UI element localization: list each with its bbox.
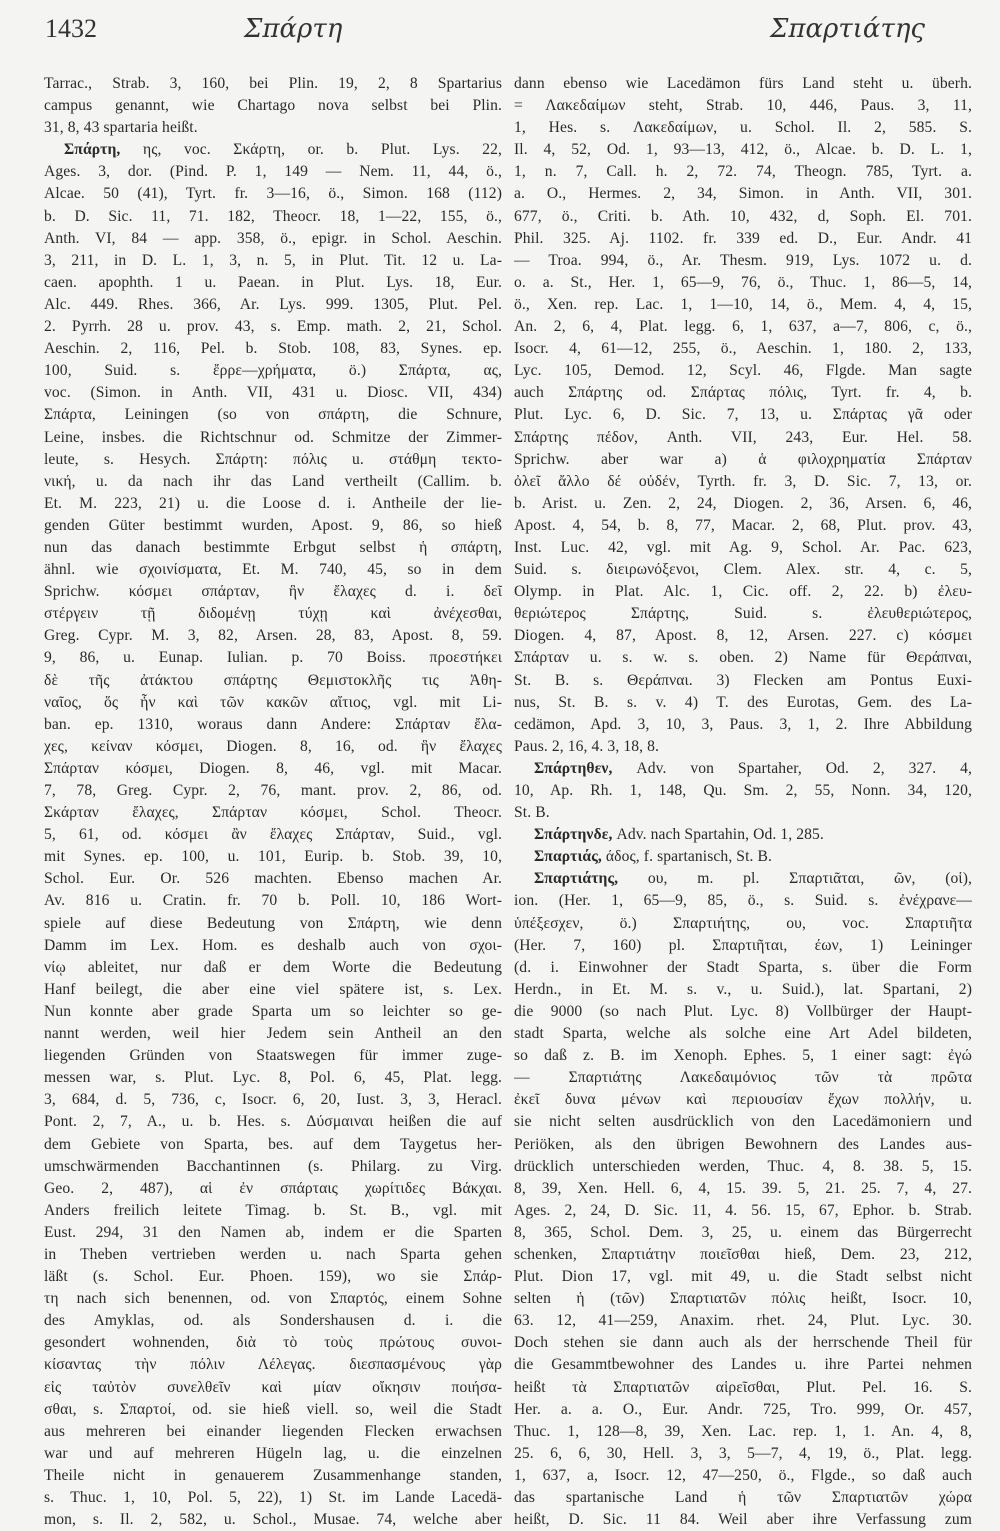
- line-text: Lyc. 105, Demod. 12, Scyl. 46, Flgde. Man sagte: [514, 362, 972, 380]
- text-line: [514, 603, 972, 625]
- text-line: [514, 471, 972, 493]
- text-line: [514, 913, 972, 935]
- left-column: [44, 73, 502, 1531]
- text-line: [44, 95, 502, 117]
- text-line: [44, 471, 502, 493]
- entry-lemma: Σπάρτη,: [64, 141, 121, 159]
- text-line: [514, 294, 972, 316]
- line-text: 63. 12, 41—259, Anaxim. rhet. 24, Plut. Lyc. 30.: [514, 1312, 972, 1330]
- line-text: ban. ep. 1310, woraus dann Andere: Σπάρταν ἔλα-: [44, 715, 502, 733]
- line-text: άδος, f. spartanisch, St. B.: [601, 848, 773, 866]
- line-text: Periöken, als den übrigen Bewohnern des Landes aus-: [514, 1135, 972, 1153]
- line-text: nus, St. B. s. v. 4) T. des Eurotas, Gem. des La-: [514, 693, 972, 711]
- text-line: [514, 1332, 972, 1354]
- line-text: Tarrac., Strab. 3, 160, bei Plin. 19, 2, 8 Spartarius: [44, 75, 502, 92]
- text-line: [44, 1266, 502, 1288]
- text-line: [44, 868, 502, 890]
- line-text: Hanf beilegt, die aber eine viel spätere ist, s. Lex.: [44, 980, 502, 998]
- text-line: [44, 250, 502, 272]
- line-text: schenken, Σπαρτιάτην ποιεῖσθαι hieß, Dem. 23, 212,: [514, 1245, 972, 1263]
- text-line: [44, 1089, 502, 1111]
- line-text: St. B.: [514, 804, 550, 822]
- line-text: An. 2, 6, 4, Plat. legg. 6, 1, 637, a—7, 806, c, ö.,: [514, 318, 972, 336]
- entry-headword-line: [44, 139, 502, 161]
- text-line: [44, 1045, 502, 1067]
- text-line: [44, 736, 502, 758]
- text-line: [44, 979, 502, 1001]
- line-text: in Theben vertrieben werden u. nach Sparta gehen: [44, 1245, 502, 1263]
- text-line: [44, 1244, 502, 1266]
- text-line: [44, 1509, 502, 1531]
- text-line: [44, 714, 502, 736]
- text-line: [514, 1067, 972, 1089]
- text-line: [44, 559, 502, 581]
- text-line: [44, 183, 502, 205]
- text-line: [44, 692, 502, 714]
- line-text: 31, 8, 43 spartaria heißt.: [44, 119, 198, 137]
- line-text: nannt werden, weil hier Jedem sein Antheil an den: [44, 1025, 502, 1043]
- line-text: 3, 684, d. 5, 736, c, Isocr. 6, 20, Iust. 3, 3, Heracl.: [44, 1091, 502, 1109]
- line-text: εἰς ταὐτὸν συνελθεῖν καὶ μίαν οἴκησιν ποιήσα-: [44, 1378, 502, 1396]
- line-text: cedämon, Apd. 3, 10, 3, Paus. 3, 1, 2. Ihre Abbildung: [514, 715, 972, 733]
- text-line: [514, 581, 972, 603]
- line-text: Anders freilich leitete Timag. b. St. B., vgl. mit: [44, 1201, 502, 1219]
- text-line: [44, 1377, 502, 1399]
- text-line: [514, 1200, 972, 1222]
- text-line: [514, 559, 972, 581]
- line-text: 677, ö., Criti. b. Ath. 10, 432, d, Soph. El. 701.: [514, 207, 972, 225]
- line-text: Σκάρταν ἔλαχες, Σπάρταν κόσμει, Schol. Theocr.: [44, 804, 502, 822]
- text-line: [44, 957, 502, 979]
- text-line: [44, 1001, 502, 1023]
- line-text: 8, 365, Schol. Dem. 3, 25, u. einem das Bürgerrecht: [514, 1223, 972, 1241]
- text-line: [514, 382, 972, 404]
- line-text: Geo. 2, 487), αἱ ἐν σπάρταις χωρίτιδες Βάκχαι.: [44, 1179, 502, 1197]
- text-line: [514, 979, 972, 1001]
- line-text: Σπάρτης πέδον, Anth. VII, 243, Eur. Hel. 58.: [514, 428, 972, 446]
- text-line: [44, 1421, 502, 1443]
- line-text: Olymp. in Plat. Alc. 1, Cic. off. 2, 22. b) ἐλευ-: [514, 583, 972, 601]
- line-text: auch Σπάρτης od. Σπάρτας πόλις, Tyrt. fr. 4, b.: [514, 384, 972, 402]
- text-line: [44, 1156, 502, 1178]
- text-line: [514, 493, 972, 515]
- text-line: [514, 316, 972, 338]
- line-text: 9, 86, u. Eunap. Iulian. p. 70 Boiss. προεστήκει: [44, 649, 502, 667]
- text-line: [514, 139, 972, 161]
- text-line: [514, 1487, 972, 1509]
- line-text: Sprichw. aber war a) ἁ φιλοχρηματία Σπάρταν: [514, 450, 972, 468]
- text-line: [514, 427, 972, 449]
- line-text: Pont. 2, 7, A., u. b. Hes. s. Δύσμαιναι heißen die auf: [44, 1113, 502, 1131]
- line-text: 7, 78, Greg. Cypr. 2, 76, mant. prov. 2, 86, od.: [44, 782, 502, 799]
- entry-lemma: Σπαρτιάς,: [534, 848, 602, 866]
- text-line: [44, 338, 502, 360]
- text-line: [44, 802, 502, 824]
- text-line: [514, 1266, 972, 1288]
- line-text: das spartanische Land ἡ τῶν Σπαρτιατῶν χώρα: [514, 1489, 972, 1506]
- line-text: Thuc. 1, 128—8, 39, Xen. Lac. rep. 1, 1. An. 4, 8,: [514, 1422, 972, 1440]
- line-text: Paus. 2, 16, 4. 3, 18, 8.: [514, 737, 660, 755]
- line-text: Diogen. 4, 87, Apost. 8, 12, Arsen. 227. c) κόσμει: [514, 627, 972, 645]
- line-text: genden Güter bestimmt wurden, Apost. 9, 86, so hieß: [44, 516, 502, 534]
- line-text: Plut. Dion 17, vgl. mit 49, u. die Stadt selbst nicht: [514, 1268, 972, 1286]
- line-text: ö., Xen. rep. Lac. 1, 1—10, 14, ö., Mem. 4, 4, 15,: [514, 295, 972, 313]
- line-text: s. Thuc. 1, 10, Pol. 5, 22), 1) St. im Lande Lacedä-: [44, 1489, 502, 1506]
- line-text: heißt τὰ Σπαρτιατῶν αἱρεῖσθαι, Plut. Pel. 16. S.: [514, 1378, 972, 1396]
- line-text: Damm im Lex. Hom. es deshalb auch von σχοι-: [44, 936, 502, 954]
- line-text: dem Gebiete von Sparta, bes. auf dem Taygetus her-: [44, 1135, 502, 1153]
- line-text: b. D. Sic. 11, 71. 182, Theocr. 18, 1—22, 155, ö.,: [44, 207, 502, 225]
- text-line: [44, 449, 502, 471]
- line-text: Ages. 3, dor. (Pind. P. 1, 149 — Nem. 11, 44, ö.,: [44, 163, 502, 181]
- line-text: ου, m. pl. Σπαρτιᾶται, ῶν, (οἱ),: [618, 870, 972, 888]
- text-line: [514, 95, 972, 117]
- line-text: 5, 61, od. κόσμει ἂν ἔλαχες Σπάρταν, Suid., vgl.: [44, 826, 502, 844]
- line-text: 1, n. 7, Call. h. 2, 72. 74, Theogn. 785, Tyrt. a.: [514, 163, 972, 181]
- line-text: 2. Pyrrh. 28 u. prov. 43, s. Emp. math. 2, 21, Schol.: [44, 318, 502, 336]
- text-line: [514, 537, 972, 559]
- line-text: o. a. St., Her. 1, 65—9, 76, ö., Thuc. 1, 86—5, 14,: [514, 273, 972, 291]
- right-column: [514, 73, 972, 1531]
- line-text: 1, Hes. s. Λακεδαίμων, u. Schol. Il. 2, 585. S.: [514, 119, 972, 137]
- page-number: 1432: [45, 14, 97, 43]
- line-text: = Λακεδαίμων steht, Strab. 10, 446, Paus. 3, 11,: [514, 97, 972, 115]
- entry-headword-line: [514, 758, 972, 780]
- text-line: [514, 117, 972, 139]
- text-line: [44, 670, 502, 692]
- line-text: — Σπαρτιάτης Λακεδαιμόνιος τῶν τὰ πρῶτα: [514, 1069, 972, 1087]
- line-text: spiele auf diese Bedeutung von Σπάρτη, wie denn: [44, 914, 502, 932]
- text-line: [44, 1487, 502, 1509]
- text-line: [44, 935, 502, 957]
- line-text: σθαι, s. Σπαρτοί, od. sie hieß viell. so, weil die Stadt: [44, 1400, 502, 1418]
- line-text: Doch stehen sie dann auch als der herrschende Theil für: [514, 1334, 972, 1352]
- text-line: [44, 1310, 502, 1332]
- text-line: [44, 758, 502, 780]
- line-text: 25. 6, 6, 30, Hell. 3, 3, 5—7, 4, 19, ö., Plat. legg.: [514, 1444, 972, 1462]
- line-text: war und auf mehreren Hügeln lag, u. die einzelnen: [44, 1444, 502, 1462]
- line-text: Alcae. 50 (41), Tyrt. fr. 3—16, ö., Simon. 168 (112): [44, 185, 502, 203]
- text-line: [44, 824, 502, 846]
- line-text: ναῖος, ὅς ἦν καὶ τῶν κακῶν αἴτιος, vgl. mit Li-: [44, 693, 502, 711]
- line-text: Suid. s. διειρωνόξενοι, Clem. Alex. str. 4, c. 5,: [514, 561, 972, 579]
- text-line: [44, 537, 502, 559]
- text-line: [514, 206, 972, 228]
- text-line: [514, 1156, 972, 1178]
- text-line: [44, 382, 502, 404]
- text-line: [44, 206, 502, 228]
- line-text: caen. apophth. 1 u. Paean. in Plut. Lys. 18, Eur.: [44, 273, 502, 291]
- line-text: Isocr. 4, 61—12, 255, ö., Aeschin. 1, 180. 2, 133,: [514, 340, 972, 358]
- text-line: [44, 117, 502, 139]
- text-line: [514, 957, 972, 979]
- line-text: 10, Ap. Rh. 1, 148, Qu. Sm. 2, 55, Nonn. 34, 120,: [514, 782, 972, 799]
- line-text: liegenden Gründen von Staatswegen für immer zuge-: [44, 1047, 502, 1065]
- text-line: [514, 1465, 972, 1487]
- line-text: Eust. 294, 31 den Namen ab, indem er die Sparten: [44, 1223, 502, 1241]
- line-text: Sprichw. κόσμει σπάρταν, ἣν ἔλαχες d. i. δεῖ: [44, 583, 502, 601]
- text-line: [514, 802, 972, 824]
- line-text: mon, s. Il. 2, 582, u. Schol., Musae. 74, welche aber: [44, 1511, 502, 1529]
- line-text: ης, voc. Σκάρτη, or. b. Plut. Lys. 22,: [120, 141, 502, 159]
- line-text: läßt (s. Schol. Eur. Phoen. 159), wo sie Σπάρ-: [44, 1268, 502, 1286]
- text-line: [514, 1111, 972, 1133]
- text-line: [44, 1200, 502, 1222]
- line-text: drücklich unterschieden werden, Thuc. 4, 8. 38. 5, 15.: [514, 1157, 972, 1175]
- text-line: [44, 427, 502, 449]
- text-line: [44, 625, 502, 647]
- line-text: dann ebenso wie Lacedämon fürs Land steht u. überh.: [514, 75, 972, 92]
- text-line: [514, 1244, 972, 1266]
- text-line: [514, 625, 972, 647]
- text-line: [514, 272, 972, 294]
- entry-lemma: Σπάρτηνδε,: [534, 826, 613, 844]
- text-line: [514, 515, 972, 537]
- line-text: Adv. von Spartaher, Od. 2, 327. 4,: [612, 759, 972, 777]
- text-line: [44, 228, 502, 250]
- line-text: Inst. Luc. 42, vgl. mit Ag. 9, Schol. Ar. Pac. 623,: [514, 538, 972, 556]
- line-text: Alc. 449. Rhes. 366, Ar. Lys. 999. 1305, Plut. Pel.: [44, 295, 502, 313]
- line-text: a. O., Hermes. 2, 34, Simon. in Anth. VII, 301.: [514, 185, 972, 203]
- line-text: Nun konnte aber grade Sparta um so leichter so ge-: [44, 1002, 502, 1020]
- line-text: 8, 39, Xen. Hell. 6, 4, 15. 39. 5, 21. 25. 7, 4, 27.: [514, 1179, 972, 1197]
- text-line: [44, 294, 502, 316]
- text-line: [44, 1222, 502, 1244]
- entry-headword-line: [514, 868, 972, 890]
- line-text: Herdn., in Et. M. s. v., u. Suid.), lat. Spartani, 2): [514, 980, 972, 998]
- line-text: Apost. 4, 54, b. 8, 77, Macar. 2, 68, Plut. prov. 43,: [514, 516, 972, 534]
- entry-lemma: Σπαρτιάτης,: [534, 870, 619, 888]
- text-line: [44, 404, 502, 426]
- line-text: nun das danach bestimmte Erbgut selbst ἡ σπάρτη,: [44, 538, 502, 556]
- line-text: Aeschin. 2, 116, Pel. b. Stob. 108, 83, Synes. ep.: [44, 340, 502, 358]
- line-text: Schol. Eur. Or. 526 machten. Ebenso machen Ar.: [44, 870, 502, 888]
- entry-lemma: Σπάρτηθεν,: [534, 759, 613, 777]
- line-text: ὀλεῖ ἄλλο δέ οὐδέν, Tyrth. fr. 3, D. Sic. 7, 13, or.: [514, 472, 972, 490]
- line-text: 1, 637, a, Isocr. 12, 47—250, ö., Flgde., so daß auch: [514, 1466, 972, 1484]
- text-line: [514, 736, 972, 758]
- text-line: [514, 1421, 972, 1443]
- text-line: [514, 1134, 972, 1156]
- text-line: [514, 935, 972, 957]
- text-line: [514, 1354, 972, 1376]
- line-text: 3, 211, in D. L. 1, 3, n. 5, in Plut. Tit. 12 u. La-: [44, 251, 502, 269]
- entry-headword-line: [514, 846, 972, 868]
- text-line: [44, 1354, 502, 1376]
- line-text: die Gesammtbewohner des Landes u. ihre Partei nehmen: [514, 1356, 972, 1374]
- text-line: [44, 1443, 502, 1465]
- text-line: [44, 1332, 502, 1354]
- line-text: στέργειν τῇ διδομένῃ τύχῃ καὶ ἀνέχεσθαι,: [44, 605, 502, 623]
- line-text: θεριώτερος Σπάρτης, Suid. s. ἐλευθεριώτερος,: [514, 605, 972, 623]
- text-line: [44, 647, 502, 669]
- text-line: [514, 1399, 972, 1421]
- line-text: umschwärmenden Bacchantinnen (s. Philarg. zu Virg.: [44, 1157, 502, 1175]
- line-text: Greg. Cypr. M. 3, 82, Arsen. 28, 83, Apost. 8, 59.: [44, 627, 502, 645]
- line-text: mit Synes. ep. 100, u. 101, Eurip. b. Stob. 39, 10,: [44, 848, 502, 866]
- line-text: selten ἡ (τῶν) Σπαρτιατῶν πόλις heißt, Isocr. 10,: [514, 1290, 972, 1308]
- text-line: [44, 161, 502, 183]
- line-text: b. Arist. u. Zen. 2, 24, Diogen. 2, 36, Arsen. 6, 46,: [514, 494, 972, 512]
- line-text: die 9000 (so nach Plut. Lyc. 8) Vollbürger der Haupt-: [514, 1002, 972, 1020]
- text-line: [44, 780, 502, 802]
- text-line: [514, 1377, 972, 1399]
- text-line: [514, 1045, 972, 1067]
- text-line: [514, 714, 972, 736]
- line-text: heißt, D. Sic. 11 84. Weil aber ihre Verfassung zum: [514, 1511, 972, 1529]
- line-text: Et. M. 223, 21) u. die Loose d. i. Antheile der lie-: [44, 494, 502, 512]
- line-text: (d. i. Einwohner der Stadt Sparta, s. über die Form: [514, 958, 972, 976]
- text-line: [514, 183, 972, 205]
- line-text: gesondert wohnenden, διὰ τὸ τοὺς πρώτους συνοι-: [44, 1334, 502, 1352]
- line-text: 100, Suid. s. ἔρρε—χρήματα, ö.) Σπάρτα, ας,: [44, 362, 502, 380]
- text-line: [44, 1111, 502, 1133]
- text-line: [514, 73, 972, 95]
- text-line: [44, 846, 502, 868]
- line-text: Av. 816 u. Cratin. fr. 70 b. Poll. 10, 186 Wort-: [44, 892, 502, 910]
- text-line: [514, 890, 972, 912]
- line-text: τη nach sich benennen, od. von Σπαρτός, einem Sohne: [44, 1290, 502, 1308]
- text-line: [514, 780, 972, 802]
- text-line: [514, 1443, 972, 1465]
- text-line: [514, 404, 972, 426]
- line-text: Σπάρταν κόσμει, Diogen. 8, 46, vgl. mit Macar.: [44, 759, 502, 777]
- line-text: κίσαντας τὴν πόλιν Λέλεγας. διεσπασμένους γὰρ: [44, 1356, 502, 1374]
- text-line: [44, 890, 502, 912]
- text-line: [514, 338, 972, 360]
- text-line: [514, 647, 972, 669]
- line-text: Leine, insbes. die Richtschnur od. Schmitze der Zimmer-: [44, 428, 502, 446]
- line-text: ὑπέξεσχεν, ö.) Σπαρτιήτης, ου, voc. Σπαρτιῆτα: [514, 914, 972, 932]
- text-line: [44, 1288, 502, 1310]
- line-text: Plut. Lyc. 6, D. Sic. 7, 13, u. Σπάρτας γᾶ oder: [514, 406, 972, 424]
- text-line: [514, 670, 972, 692]
- text-line: [514, 250, 972, 272]
- line-text: (Her. 7, 160) pl. Σπαρτιῆται, έων, 1) Leininger: [514, 936, 972, 954]
- text-line: [514, 1288, 972, 1310]
- line-text: St. B. s. Θεράπναι. 3) Flecken am Pontus Euxi-: [514, 671, 972, 689]
- text-line: [514, 692, 972, 714]
- text-line: [44, 515, 502, 537]
- text-line: [44, 360, 502, 382]
- text-line: [514, 1509, 972, 1531]
- text-line: [514, 1023, 972, 1045]
- line-text: campus genannt, wie Chartago nova selbst bei Plin.: [44, 97, 502, 115]
- text-line: [514, 360, 972, 382]
- line-text: so daß z. B. im Xenoph. Ephes. 5, 1 einer sagt: ἐγώ: [514, 1047, 972, 1065]
- line-text: Σπάρτα, Leiningen (so von σπάρτη, die Schnure,: [44, 406, 502, 424]
- line-text: sie nicht selten ausdrücklich von den Lacedämoniern und: [514, 1113, 972, 1131]
- line-text: νίῳ ableitet, nur daß er dem Worte die Bedeutung: [44, 958, 502, 976]
- text-line: [44, 603, 502, 625]
- line-text: δὲ τῆς ἀτάκτου σπάρτης Θεμιστοκλῆς τις Ἀθη-: [44, 671, 502, 689]
- text-line: [44, 1067, 502, 1089]
- line-text: Anth. VI, 84 — app. 358, ö., epigr. in Schol. Aeschin.: [44, 229, 502, 247]
- text-line: [514, 161, 972, 183]
- text-line: [514, 228, 972, 250]
- text-line: [514, 1222, 972, 1244]
- line-text: Theile nicht in genauerem Zusammenhange standen,: [44, 1466, 502, 1484]
- running-head-right: Σπαρτιάτης: [770, 14, 925, 44]
- line-text: des Amyklas, od. als Sondershausen d. i. die: [44, 1312, 502, 1330]
- text-line: [44, 1465, 502, 1487]
- line-text: aus mehreren bei einander liegenden Flecken erwachsen: [44, 1422, 502, 1440]
- line-text: Ages. 2, 24, D. Sic. 11, 4. 56. 15, 67, Ephor. b. Strab.: [514, 1201, 972, 1219]
- line-text: messen war, s. Plut. Lyc. 8, Pol. 6, 45, Plat. legg.: [44, 1069, 502, 1087]
- text-line: [44, 1134, 502, 1156]
- line-text: Her. a. a. O., Eur. Andr. 725, Tro. 999, Or. 457,: [514, 1400, 972, 1418]
- text-line: [514, 1089, 972, 1111]
- text-line: [44, 1178, 502, 1200]
- line-text: leute, s. Hesych. Σπάρτη: πόλις u. στάθμη τεκτο-: [44, 450, 502, 468]
- line-text: voc. (Simon. in Anth. VII, 431 u. Diosc. VII, 434): [44, 384, 502, 402]
- text-line: [44, 73, 502, 95]
- text-line: [514, 1001, 972, 1023]
- running-head-left: Σπάρτη: [244, 14, 343, 44]
- line-text: ἐκεῖ δυνα μένων καὶ περιουσίαν ἔχων πολλήν, u.: [514, 1091, 972, 1109]
- line-text: Σπάρταν u. s. w. s. oben. 2) Name für Θεράπναι,: [514, 649, 972, 667]
- line-text: νική, u. da nach ihr das Land vertheilt (Callim. b.: [44, 472, 502, 490]
- text-line: [44, 581, 502, 603]
- line-text: χες, κείναν κόσμει, Diogen. 8, 16, od. ἣν ἔλαχες: [44, 737, 502, 755]
- line-text: Adv. nach Spartahin, Od. 1, 285.: [612, 826, 824, 844]
- text-line: [514, 1178, 972, 1200]
- line-text: Phil. 325. Aj. 1102. fr. 339 ed. D., Eur. Andr. 41: [514, 229, 972, 247]
- line-text: stadt Sparta, welche als solche eine Art Adel bildeten,: [514, 1025, 972, 1043]
- line-text: ähnl. wie σχοινίσματα, Et. M. 740, 45, so in dem: [44, 561, 502, 579]
- line-text: ion. (Her. 1, 65—9, 85, ö., s. Suid. s. ἐνέχρανε—: [514, 892, 972, 910]
- text-line: [514, 449, 972, 471]
- line-text: — Troa. 994, ö., Ar. Thesm. 919, Lys. 1072 u. d.: [514, 251, 972, 269]
- line-text: Il. 4, 52, Od. 1, 93—13, 412, ö., Alcae. b. D. L. 1,: [514, 141, 972, 159]
- text-line: [44, 1023, 502, 1045]
- text-line: [44, 272, 502, 294]
- text-line: [44, 913, 502, 935]
- text-line: [44, 316, 502, 338]
- text-line: [44, 493, 502, 515]
- entry-headword-line: [514, 824, 972, 846]
- text-line: [44, 1399, 502, 1421]
- text-line: [514, 1310, 972, 1332]
